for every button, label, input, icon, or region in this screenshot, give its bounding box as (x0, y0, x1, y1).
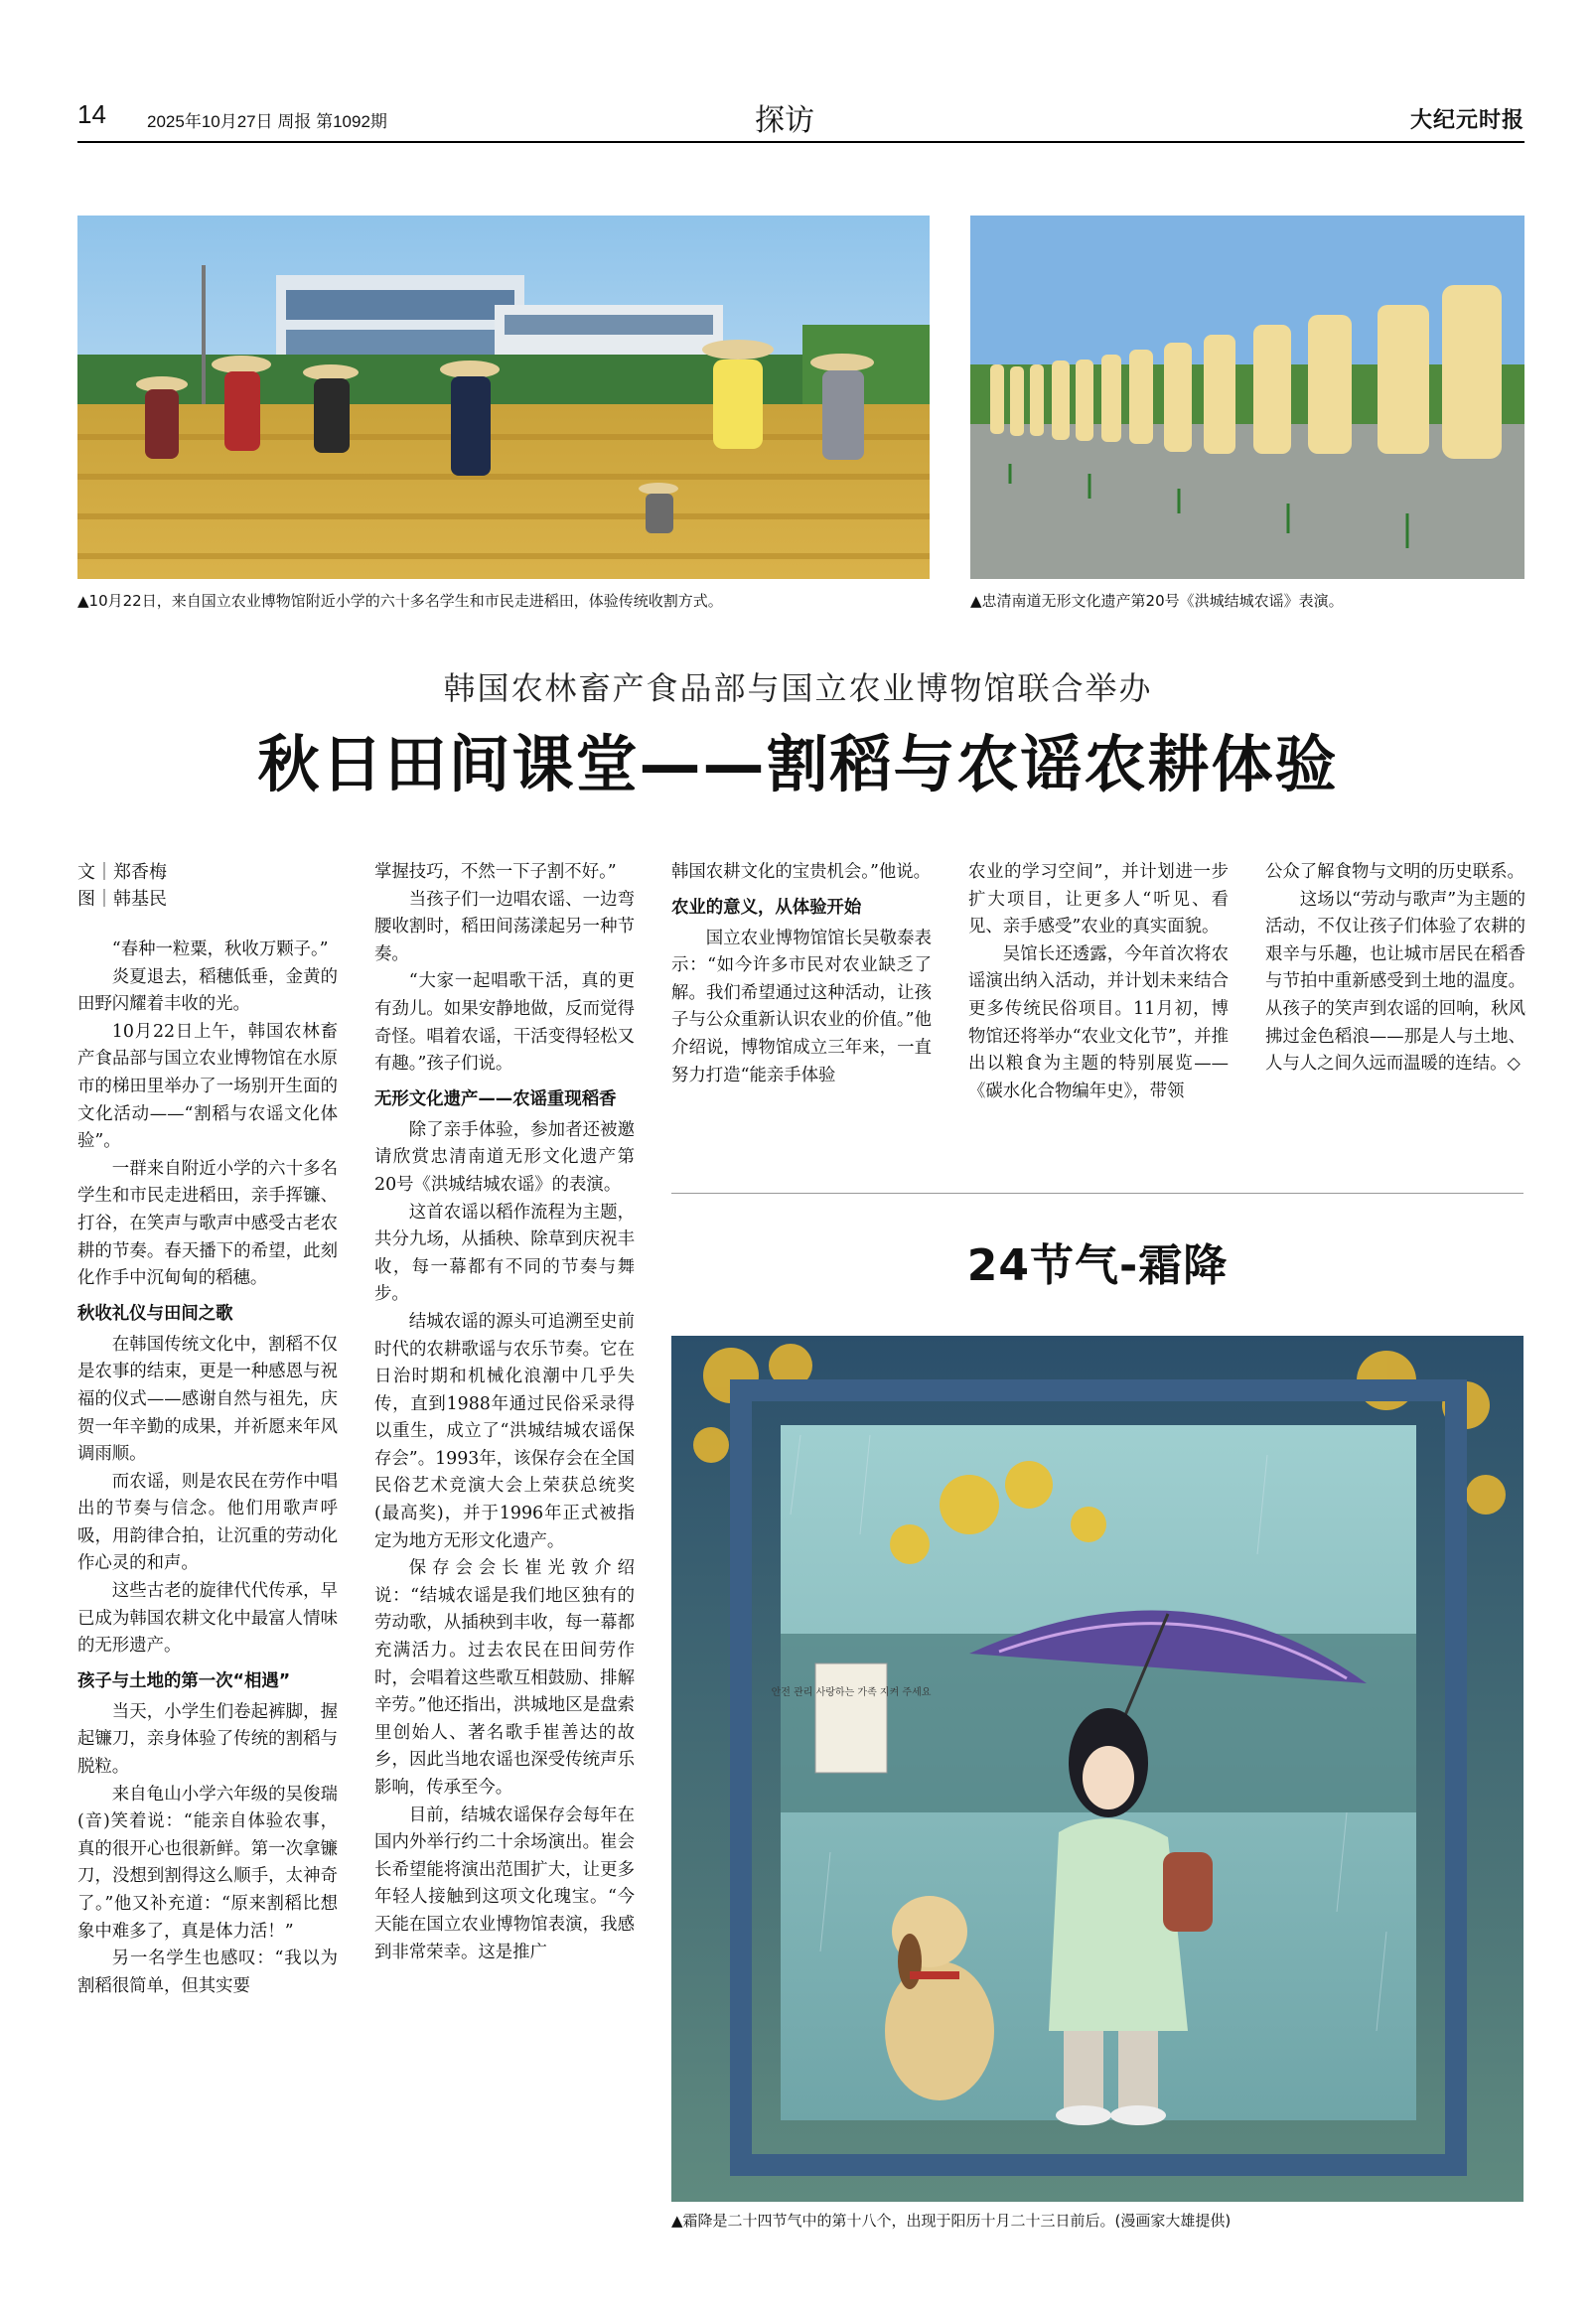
page-number: 14 (77, 99, 106, 129)
article-column-5 (1265, 859, 1525, 1079)
section-divider (671, 1193, 1523, 1194)
byline-photo: 图｜韩基民 (77, 889, 167, 910)
paragraph: 这首农谣以稻作流程为主题，共分九场，从插秧、除草到庆祝丰收，每一幕都有不同的节奏与舞步。 (374, 1202, 635, 1305)
photo-caption-folk-song: ▲忠清南道无形文化遗产第20号《洪城结城农谣》表演。 (970, 592, 1344, 610)
frost-descent-illustration (671, 1336, 1523, 2202)
masthead: 大纪元时报 (1409, 107, 1524, 133)
paragraph: 一群来自附近小学的六十多名学生和市民走进稻田，亲手挥镰、打谷，在笑声与歌声中感受古老农耕的节奏。春天播下的希望，此刻化作手中沉甸甸的稻穗。 (77, 1158, 338, 1289)
photo-rice-harvest (77, 216, 930, 579)
article-column-4 (968, 859, 1229, 1105)
illustration-caption: ▲霜降是二十四节气中的第十八个，出现于阳历十月二十三日前后。(漫画家大雄提供) (671, 2212, 1232, 2230)
byline-text: 文｜郑香梅 (77, 862, 167, 883)
paragraph: 除了亲手体验，参加者还被邀请欣赏忠清南道无形文化遗产第20号《洪城结城农谣》的表演。 (374, 1119, 635, 1195)
section-heading: 无形文化遗产——农谣重现稻香 (374, 1088, 617, 1109)
paragraph: 在韩国传统文化中，割稻不仅是农事的结束，更是一种感恩与祝福的仪式——感谢自然与祖先，庆贺一年辛勤的成果，并祈愿来年风调雨顺。 (77, 1334, 338, 1465)
paragraph: 这场以“劳动与歌声”为主题的活动，不仅让孩子们体验了农耕的艰辛与乐趣，也让城市居民在稻香与节拍中重新感受到土地的温度。从孩子的笑声到农谣的回响，秋风拂过金色稻浪——那是人与土地、人与人之间久远而温暖的连结。◇ (1265, 889, 1525, 1075)
paragraph: 韩国农耕文化的宝贵机会。”他说。 (671, 862, 932, 882)
paragraph: 另一名学生也感叹：“我以为割稻很简单，但其实要 (77, 1949, 338, 1996)
paragraph: 来自龟山小学六年级的吴俊瑞(音)笑着说：“能亲自体验农事，真的很开心也很新鲜。第一次拿镰刀，没想到割得这么顺手，太神奇了。”他又补充道：“原来割稻比想象中难多了，真是体力活！” (77, 1784, 338, 1942)
illustration-frost-descent (671, 1336, 1523, 2202)
dateline: 2025年10月27日 周报 第1092期 (147, 112, 387, 131)
paragraph: 当孩子们一边唱农谣、一边弯腰收割时，稻田间荡漾起另一种节奏。 (374, 889, 635, 964)
paragraph: 国立农业博物馆馆长吴敬泰表示：“如今许多市民对农业缺乏了解。我们希望通过这种活动，让孩子与公众重新认识农业的价值。”他介绍说，博物馆成立三年来，一直努力打造“能亲手体验 (671, 928, 932, 1085)
paragraph: “春种一粒粟，秋收万颗子。” (111, 939, 329, 959)
paragraph: 保存会会长崔光敦介绍说：“结城农谣是我们地区独有的劳动歌，从插秧到丰收，每一幕都充满活力。过去农民在田间劳作时，会唱着这些歌互相鼓励、排解辛劳。”他还指出，洪城地区是盘索里创始人、著名歌手崔善达的故乡，因此当地农谣也深受传统声乐影响，传承至今。 (374, 1558, 635, 1798)
section-title: 探访 (755, 103, 814, 138)
paragraph: 而农谣，则是农民在劳作中唱出的节奏与信念。他们用歌声呼吸，用韵律合拍，让沉重的劳动化作心灵的和声。 (77, 1471, 338, 1574)
paragraph: 吴馆长还透露，今年首次将农谣演出纳入活动，并计划未来结合更多传统民俗项目。11月初，博物馆还将举办“农业文化节”，并推出以粮食为主题的特别展览——《碳水化合物编年史》，带领 (968, 943, 1229, 1101)
section-heading: 农业的意义，从体验开始 (671, 897, 862, 918)
article-column-2 (374, 859, 635, 1966)
folk-song-illustration (970, 216, 1524, 579)
headline: 秋日田间课堂——割稻与农谣农耕体验 (257, 728, 1339, 800)
paragraph: 公众了解食物与文明的历史联系。 (1265, 862, 1524, 882)
subheadline: 韩国农林畜产食品部与国立农业博物馆联合举办 (443, 669, 1153, 707)
article-column-1 (77, 859, 338, 2000)
section-heading: 孩子与土地的第一次“相遇” (77, 1670, 291, 1691)
paragraph: 10月22日上午，韩国农林畜产食品部与国立农业博物馆在水原市的梯田里举办了一场别开生面的文化活动——“割稻与农谣文化体验”。 (77, 1021, 338, 1152)
rice-harvest-illustration (77, 216, 930, 579)
paragraph: 炎夏退去，稻穗低垂，金黄的田野闪耀着丰收的光。 (77, 966, 338, 1015)
paragraph: 掌握技巧，不然一下子割不好。” (374, 862, 617, 882)
paragraph: 这些古老的旋律代代传承，早已成为韩国农耕文化中最富人情味的无形遗产。 (77, 1581, 338, 1657)
paragraph: 结城农谣的源头可追溯至史前时代的农耕歌谣与农乐节奏。它在日治时期和机械化浪潮中几乎失传，直到1988年通过民俗采录得以重生，成立了“洪城结城农谣保存会”。1993年，该保存会在全国民俗艺术竞演大会上荣获总统奖(最高奖)，并于1996年正式被指定为地方无形文化遗产。 (374, 1311, 635, 1551)
header-rule (77, 141, 1524, 143)
jieqi-title: 24节气-霜降 (966, 1240, 1229, 1291)
section-heading: 秋收礼仪与田间之歌 (77, 1303, 233, 1324)
paragraph: 当天，小学生们卷起裤脚，握起镰刀，亲身体验了传统的割稻与脱粒。 (77, 1701, 338, 1778)
article-column-3 (671, 859, 932, 1089)
sign-text: 안전 관리 사랑하는 가족 지켜 주세요 (771, 1687, 932, 1698)
photo-folk-song (970, 216, 1524, 579)
paragraph: 农业的学习空间”，并计划进一步扩大项目，让更多人“听见、看见、亲手感受”农业的真实面貌。 (968, 862, 1229, 938)
photo-caption-harvest: ▲10月22日，来自国立农业博物馆附近小学的六十多名学生和市民走进稻田，体验传统收割方式。 (77, 592, 723, 610)
paragraph: 目前，结城农谣保存会每年在国内外举行约二十余场演出。崔会长希望能将演出范围扩大，让更多年轻人接触到这项文化瑰宝。“今天能在国立农业博物馆表演，我感到非常荣幸。这是推广 (374, 1805, 635, 1962)
paragraph: “大家一起唱歌干活，真的更有劲儿。如果安静地做，反而觉得奇怪。唱着农谣，干活变得轻松又有趣。”孩子们说。 (374, 971, 635, 1075)
